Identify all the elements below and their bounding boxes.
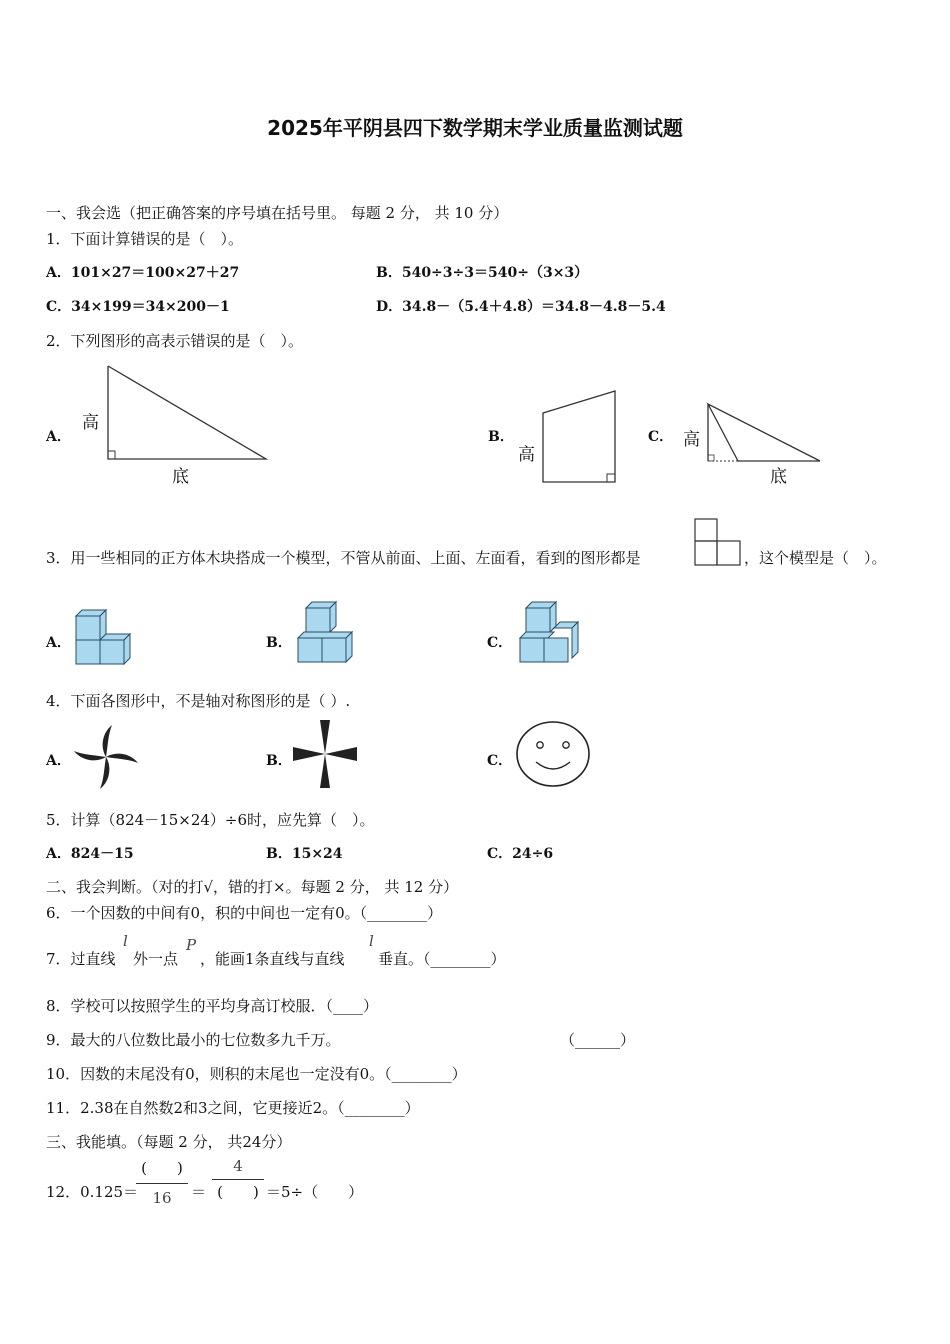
pinwheel-icon: [70, 722, 142, 792]
page-title: 2025年平阴县四下数学期末学业质量监测试题: [267, 116, 683, 140]
question-5-option-a: A．824－15: [46, 846, 134, 862]
question-7-part-2: 外一点: [133, 950, 179, 968]
cube-model-b: [294, 602, 356, 666]
question-7-part-3: ，能画1条直线与直线: [200, 950, 345, 968]
height-label-b: 高: [518, 445, 535, 465]
fraction-2-numerator: 4: [233, 1157, 243, 1175]
question-1-option-c: C．34×199＝34×200－1: [46, 299, 230, 315]
question-5-stem: 5．计算（824－15×24）÷6时，应先算（ ）。: [46, 811, 375, 829]
section-3-heading: 三、我能填。（每题 2 分， 共24分）: [46, 1133, 292, 1151]
question-2-stem: 2．下列图形的高表示错误的是（ ）。: [46, 332, 304, 350]
height-label-c: 高: [683, 430, 700, 450]
question-4-option-c: C．: [487, 753, 513, 769]
smiley-face-icon: [512, 718, 594, 790]
question-3-option-a: A．: [46, 635, 71, 651]
question-7-part-4: 垂直。（________）: [378, 950, 506, 968]
question-3-option-b: B．: [266, 635, 292, 651]
line-l-symbol: l: [123, 932, 128, 950]
question-6: 6．一个因数的中间有0，积的中间也一定有0。（________）: [46, 904, 443, 922]
view-shape-figure: [694, 518, 744, 568]
question-2-option-c: C．: [648, 429, 674, 445]
question-4-option-b: B．: [266, 753, 292, 769]
question-5-option-b: B．15×24: [266, 846, 343, 862]
fraction-2-bar: [212, 1179, 264, 1180]
question-8: 8．学校可以按照学生的平均身高订校服．（____）: [46, 997, 379, 1015]
question-1-option-a: A．101×27＝100×27＋27: [46, 265, 240, 281]
question-2-option-a: A．: [46, 429, 71, 445]
question-7-part-1: 7．过直线: [46, 950, 116, 968]
cube-model-c: [516, 602, 586, 666]
question-3-stem-pre: 3．用一些相同的正方体木块搭成一个模型，不管从前面、上面、左面看，看到的图形都是: [46, 549, 641, 567]
fraction-1-bar: [136, 1183, 188, 1184]
point-p-symbol: P: [186, 936, 197, 954]
question-3-option-c: C．: [487, 635, 513, 651]
question-9-text: 9．最大的八位数比最小的七位数多九千万。: [46, 1031, 341, 1049]
question-12-part-2: ＝5÷（ ）: [266, 1183, 364, 1201]
base-label-a: 底: [172, 467, 189, 487]
question-12-equals: ＝: [191, 1183, 207, 1201]
question-5-option-c: C．24÷6: [487, 846, 554, 862]
question-4-stem: 4．下面各图形中，不是轴对称图形的是（ ）.: [46, 692, 351, 710]
question-10: 10．因数的末尾没有0，则积的末尾也一定没有0。（________）: [46, 1065, 467, 1083]
question-3-stem-post: ，这个模型是（ ）。: [744, 549, 887, 567]
right-triangle-figure: [100, 362, 280, 487]
fraction-1-denominator: 16: [152, 1189, 172, 1207]
obtuse-triangle-figure: [700, 398, 830, 468]
question-11: 11．2.38在自然数2和3之间，它更接近2。（________）: [46, 1099, 420, 1117]
height-label-a: 高: [82, 413, 99, 433]
base-label-c: 底: [770, 467, 787, 487]
cross-star-icon: [290, 718, 360, 790]
question-1-option-b: B．540÷3÷3＝540÷（3×3）: [376, 265, 589, 281]
section-1-heading: 一、我会选（把正确答案的序号填在括号里。 每题 2 分， 共 10 分）: [46, 204, 509, 222]
trapezoid-figure: [535, 385, 625, 490]
question-1-option-d: D．34.8－（5.4＋4.8）＝34.8－4.8－5.4: [376, 299, 666, 315]
cube-model-a: [72, 606, 134, 666]
fraction-1-numerator: ( ): [141, 1159, 183, 1177]
question-1-stem: 1．下面计算错误的是（ ）。: [46, 230, 244, 248]
line-l-symbol-2: l: [369, 932, 374, 950]
fraction-2-denominator: ( ): [217, 1183, 259, 1201]
question-4-option-a: A．: [46, 753, 71, 769]
question-9-blank: （______）: [560, 1031, 636, 1049]
question-2-option-b: B．: [488, 429, 514, 445]
section-2-heading: 二、我会判断。（对的打√，错的打×。每题 2 分， 共 12 分）: [46, 878, 459, 896]
question-12-part-1: 12．0.125＝: [46, 1183, 139, 1201]
